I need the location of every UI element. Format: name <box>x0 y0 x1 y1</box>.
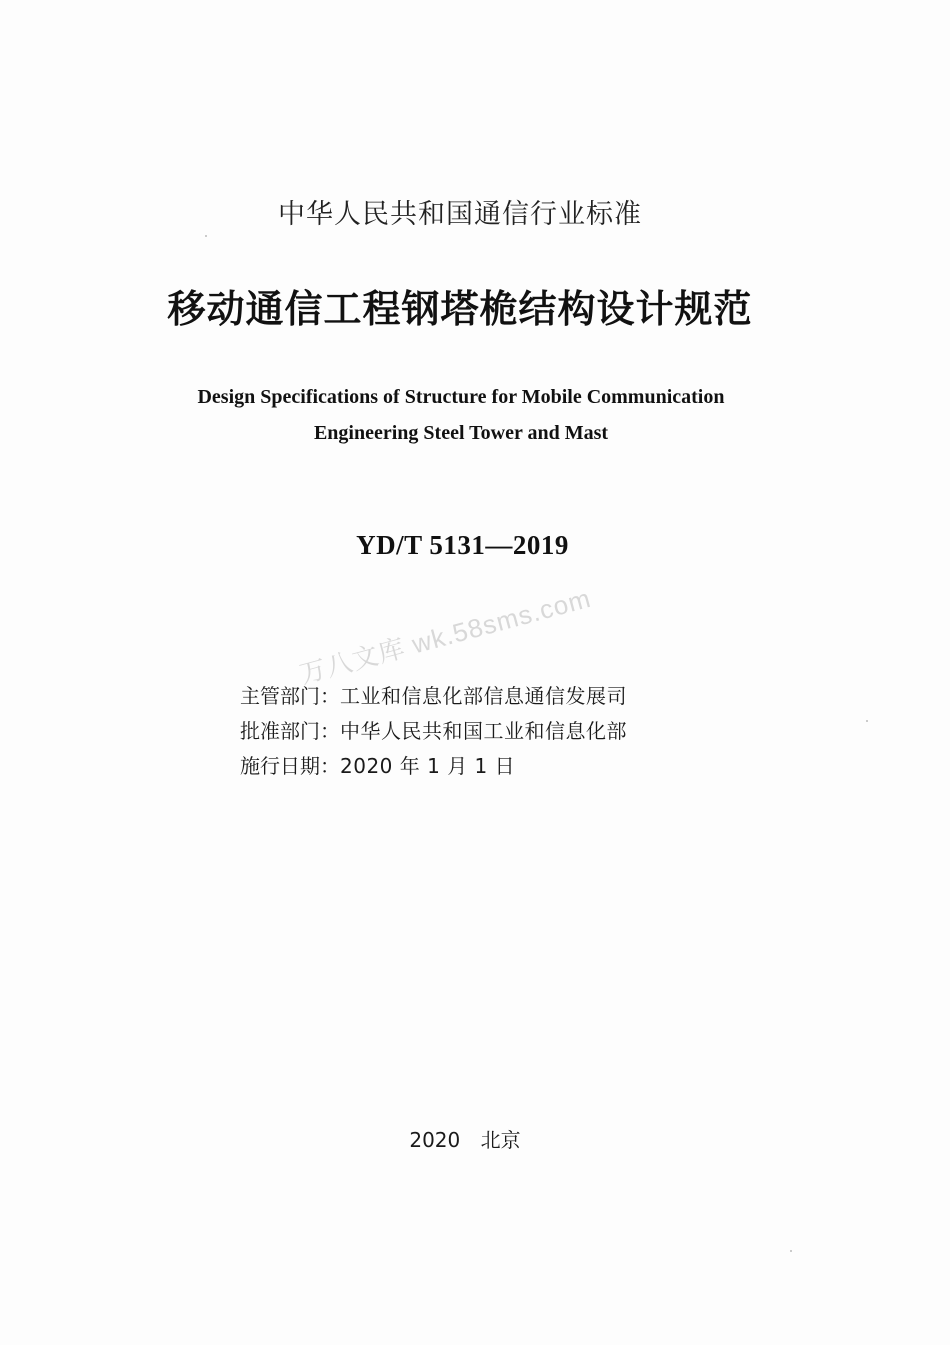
document-title-en-line2: Engineering Steel Tower and Mast <box>313 422 609 444</box>
issuer-heading: 中华人民共和国通信行业标准 <box>278 199 642 230</box>
info-row-approval <box>240 715 627 744</box>
info-row-authority <box>240 680 627 709</box>
standard-number: YD/T 5131—2019 <box>356 530 569 560</box>
publication-place-year: 2020 北京 <box>409 1128 521 1152</box>
watermark-text: 万八文库 wk.58sms.com <box>296 582 595 690</box>
info-value: 中华人民共和国工业和信息化部 <box>340 719 627 743</box>
info-label: 施行日期： <box>240 754 340 778</box>
info-value: 工业和信息化部信息通信发展司 <box>340 684 627 708</box>
info-row-effective-date <box>240 750 515 779</box>
document-title-en-line1: Design Specifications of Structure for Mobile Communication <box>197 386 725 408</box>
scan-speck <box>866 720 868 722</box>
scan-speck <box>790 1250 792 1252</box>
info-label: 主管部门： <box>240 684 340 708</box>
info-value: 2020 年 1 月 1 日 <box>340 754 516 778</box>
info-label: 批准部门： <box>240 719 340 743</box>
scan-speck <box>205 235 207 237</box>
document-title-cn: 移动通信工程钢塔桅结构设计规范 <box>167 287 753 331</box>
